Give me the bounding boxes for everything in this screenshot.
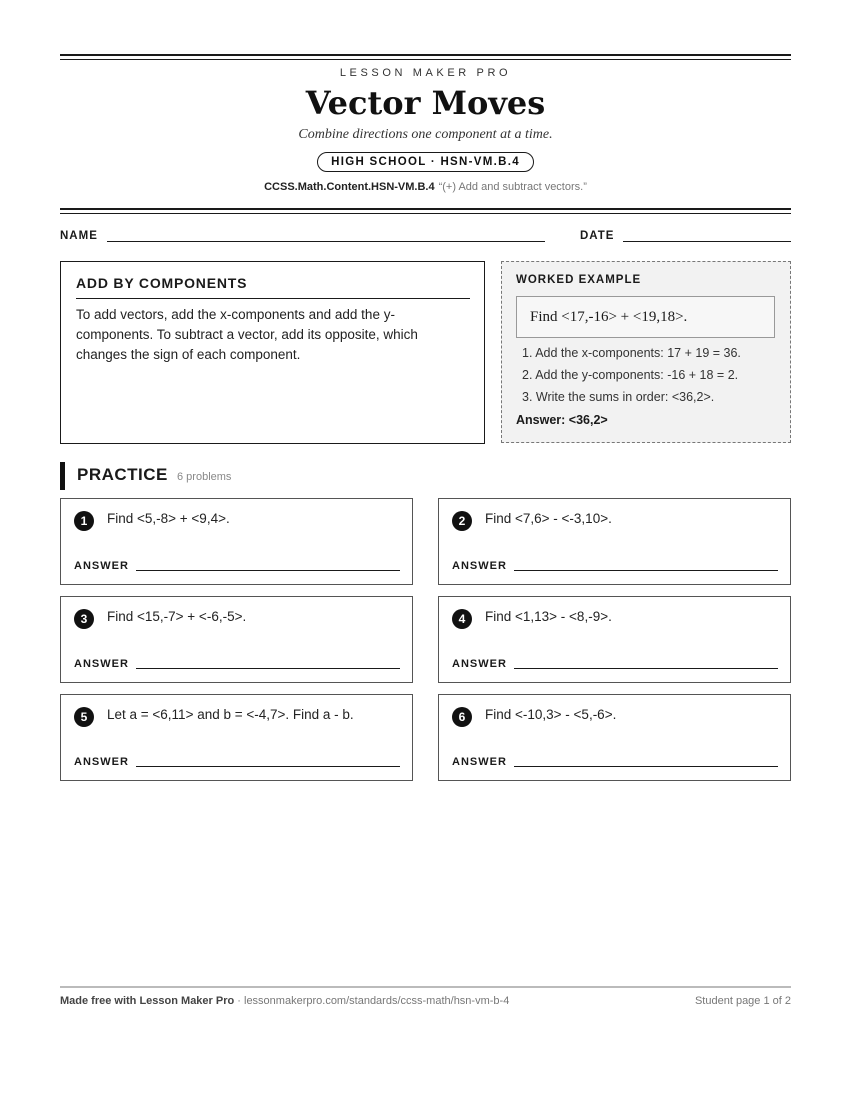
brand-name: LESSON MAKER PRO <box>339 67 512 79</box>
answer-label: ANSWER <box>452 658 507 670</box>
header-bottom-rule <box>60 208 791 214</box>
footer-page-number: Student page 1 of 2 <box>694 995 791 1007</box>
page-title: Vector Moves <box>305 84 546 122</box>
problem-number-badge: 3 <box>74 609 94 629</box>
page-subtitle: Combine directions one component at a time. <box>298 127 553 142</box>
answer-label: ANSWER <box>74 560 129 572</box>
answer-field[interactable] <box>136 570 400 571</box>
worked-example-step: 3. Write the sums in order: <36,2>. <box>522 390 715 404</box>
answer-label: ANSWER <box>74 658 129 670</box>
date-field[interactable] <box>623 241 791 242</box>
worked-example-answer: Answer: <36,2> <box>516 413 608 427</box>
answer-field[interactable] <box>514 570 778 571</box>
date-label: DATE <box>580 230 615 242</box>
footer-divider <box>60 986 791 988</box>
problem-number-badge: 2 <box>452 511 472 531</box>
header-top-rule <box>60 54 791 60</box>
answer-label: ANSWER <box>452 756 507 768</box>
problem-card-4 <box>438 596 791 683</box>
answer-field[interactable] <box>514 766 778 767</box>
practice-title: PRACTICE <box>77 465 168 484</box>
worked-example-problem: Find <17,-16> + <19,18>. <box>516 296 775 338</box>
standard-description: “(+) Add and subtract vectors.” <box>438 181 587 193</box>
problem-card-5 <box>60 694 413 781</box>
worked-example-title: WORKED EXAMPLE <box>516 274 642 286</box>
problem-text: Find <5,-8> + <9,4>. <box>107 511 230 526</box>
concept-divider <box>76 298 470 299</box>
name-field[interactable] <box>107 241 545 242</box>
problem-card-3 <box>60 596 413 683</box>
footer-url[interactable]: · lessonmakerpro.com/standards/ccss-math/hsn-vm-b-4 <box>237 995 510 1007</box>
problem-text: Find <7,6> - <-3,10>. <box>485 511 612 526</box>
worked-example-steps <box>522 344 741 410</box>
level-badge-wrap <box>60 152 791 172</box>
problem-text: Let a = <6,11> and b = <-4,7>. Find a - b. <box>107 707 354 722</box>
practice-count: 6 problems <box>177 471 232 483</box>
problem-text: Find <-10,3> - <5,-6>. <box>485 707 617 722</box>
concept-body: To add vectors, add the x-components and add the y-components. To subtract a vector, add its opposite, which changes the sign of each component. <box>76 307 418 362</box>
worked-example-step: 1. Add the x-components: 17 + 19 = 36. <box>522 346 741 360</box>
level-badge: HIGH SCHOOL · HSN-VM.B.4 <box>317 152 534 172</box>
problem-card-6 <box>438 694 791 781</box>
answer-label: ANSWER <box>452 560 507 572</box>
name-date-row <box>60 229 791 245</box>
footer <box>60 995 791 1007</box>
worked-example-box <box>501 261 791 443</box>
problem-number-badge: 5 <box>74 707 94 727</box>
concept-box <box>60 261 485 444</box>
problem-number-badge: 1 <box>74 511 94 531</box>
problem-card-2 <box>438 498 791 585</box>
standard-line <box>60 181 791 193</box>
worked-example-step: 2. Add the y-components: -16 + 18 = 2. <box>522 368 739 382</box>
worksheet-page <box>60 0 791 1100</box>
answer-field[interactable] <box>136 766 400 767</box>
answer-field[interactable] <box>136 668 400 669</box>
name-label: NAME <box>60 230 98 242</box>
concept-title: ADD BY COMPONENTS <box>76 275 248 291</box>
problem-number-badge: 4 <box>452 609 472 629</box>
practice-accent-bar <box>60 462 65 490</box>
answer-field[interactable] <box>514 668 778 669</box>
footer-made-with: Made free with Lesson Maker Pro <box>60 995 235 1007</box>
problem-card-1 <box>60 498 413 585</box>
answer-label: ANSWER <box>74 756 129 768</box>
standard-code: CCSS.Math.Content.HSN-VM.B.4 <box>264 181 435 193</box>
problem-text: Find <1,13> - <8,-9>. <box>485 609 612 624</box>
problem-text: Find <15,-7> + <-6,-5>. <box>107 609 247 624</box>
problem-number-badge: 6 <box>452 707 472 727</box>
